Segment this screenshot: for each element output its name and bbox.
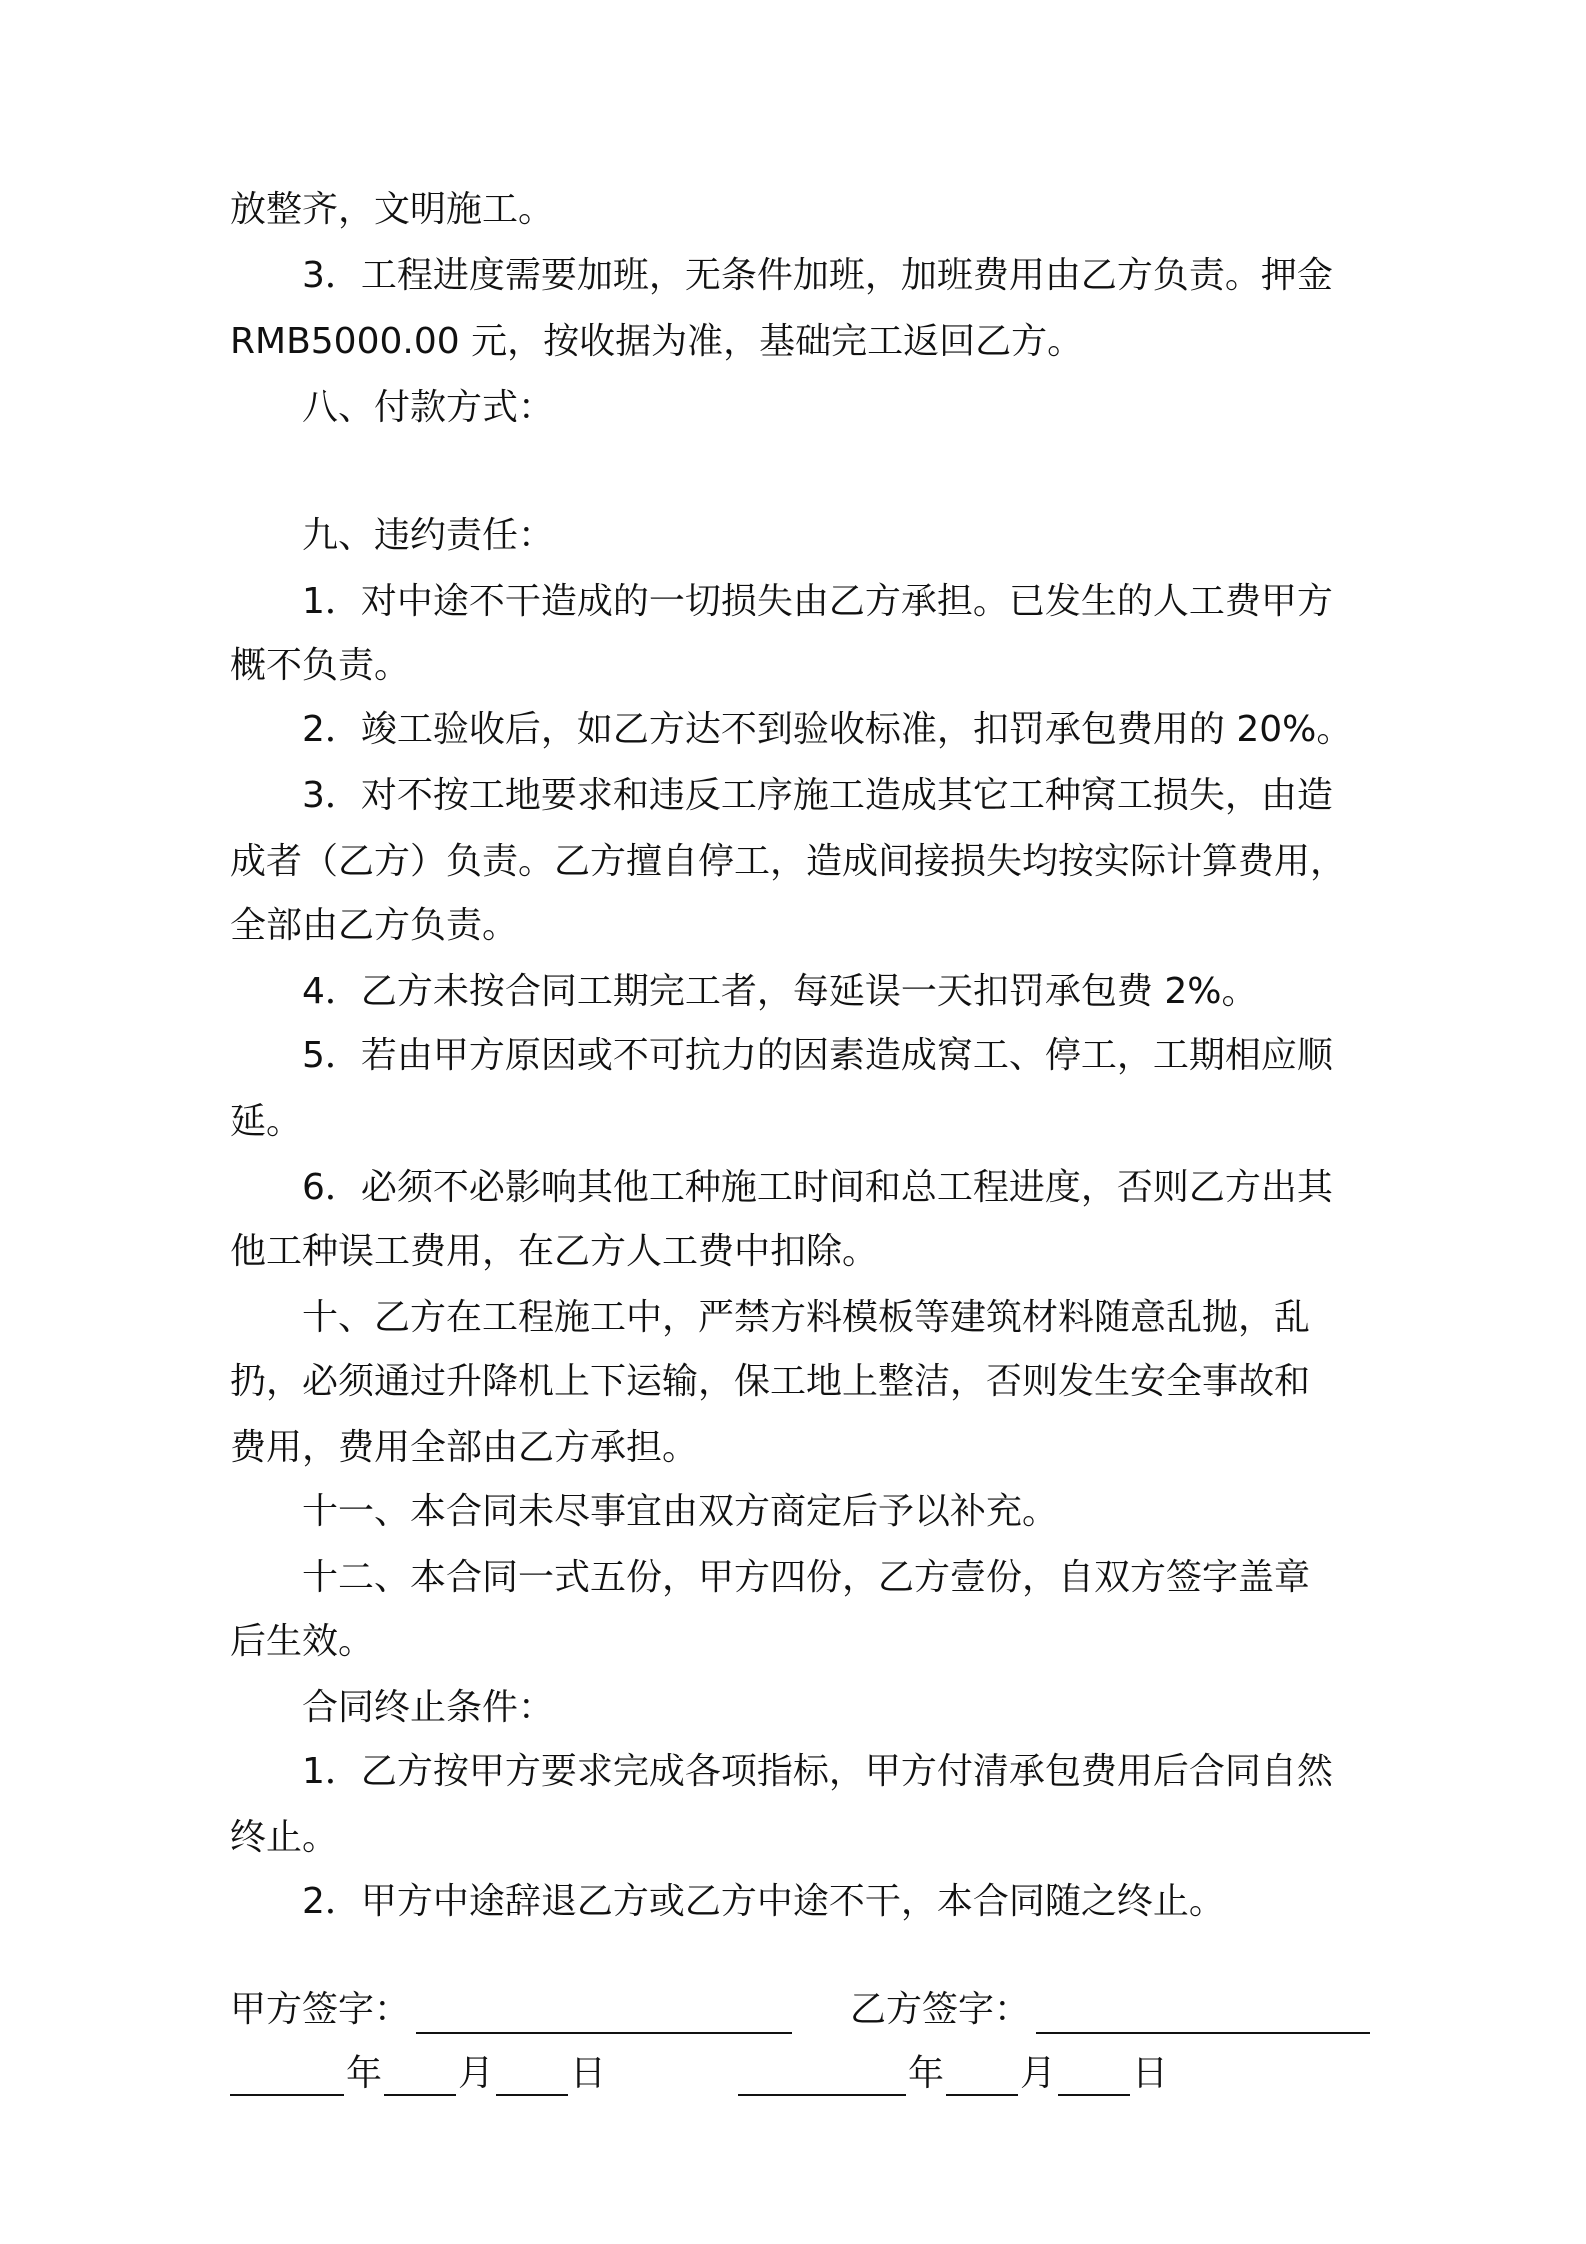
section-heading-termination: 合同终止条件： [302,1687,555,1728]
party-b-year-line[interactable] [738,2094,906,2096]
party-a-day-line[interactable] [496,2094,568,2096]
party-a-signature-label: 甲方签字： [230,1989,411,2030]
party-b-day-label: 日 [1132,2053,1169,2094]
party-b-signature-line[interactable] [1036,2032,1370,2034]
text-line: 全部由乙方负责。 [230,905,519,946]
party-a-day-label: 日 [570,2053,607,2094]
text-line: 3．工程进度需要加班，无条件加班，加班费用由乙方负责。押金 [302,255,1333,296]
party-b-year-label: 年 [908,2053,945,2094]
text-line: 1．对中途不干造成的一切损失由乙方承担。已发生的人工费甲方 [302,581,1333,622]
text-line: 概不负责。 [230,645,411,686]
section-heading-payment: 八、付款方式： [302,387,555,428]
party-b-month-label: 月 [1020,2053,1057,2094]
text-line: 成者（乙方）负责。乙方擅自停工，造成间接损失均按实际计算费用， [230,841,1347,882]
text-line: 1．乙方按甲方要求完成各项指标，甲方付清承包费用后合同自然 [302,1751,1333,1792]
party-b-signature-label: 乙方签字： [850,1989,1031,2030]
text-line: 十二、本合同一式五份，甲方四份，乙方壹份，自双方签字盖章 [302,1557,1311,1598]
text-line: RMB5000.00 元，按收据为准，基础完工返回乙方。 [230,321,1084,362]
text-line: 6．必须不必影响其他工种施工时间和总工程进度，否则乙方出其 [302,1167,1333,1208]
party-b-month-line[interactable] [946,2094,1018,2096]
text-line: 2．竣工验收后，如乙方达不到验收标准，扣罚承包费用的 20%。 [302,709,1353,750]
text-line: 5．若由甲方原因或不可抗力的因素造成窝工、停工，工期相应顺 [302,1035,1333,1076]
section-heading-liability: 九、违约责任： [302,515,555,556]
text-line: 后生效。 [230,1621,375,1662]
party-a-year-line[interactable] [230,2094,344,2096]
text-line: 十一、本合同未尽事宜由双方商定后予以补充。 [302,1491,1059,1532]
text-line: 扔，必须通过升降机上下运输，保工地上整洁，否则发生安全事故和 [230,1361,1311,1402]
text-line: 他工种误工费用，在乙方人工费中扣除。 [230,1231,879,1272]
text-line: 3．对不按工地要求和违反工序施工造成其它工种窝工损失，由造 [302,775,1333,816]
text-line: 终止。 [230,1817,339,1858]
text-line: 延。 [230,1101,303,1142]
text-line: 十、乙方在工程施工中，严禁方料模板等建筑材料随意乱抛，乱 [302,1297,1311,1338]
party-a-month-line[interactable] [384,2094,456,2096]
party-a-year-label: 年 [346,2053,383,2094]
text-line: 2．甲方中途辞退乙方或乙方中途不干，本合同随之终止。 [302,1881,1225,1922]
party-b-day-line[interactable] [1058,2094,1130,2096]
text-line: 费用，费用全部由乙方承担。 [230,1427,699,1468]
text-line: 放整齐，文明施工。 [230,189,555,230]
text-line: 4．乙方未按合同工期完工者，每延误一天扣罚承包费 2%。 [302,971,1258,1012]
party-a-month-label: 月 [458,2053,495,2094]
party-a-signature-line[interactable] [416,2032,792,2034]
